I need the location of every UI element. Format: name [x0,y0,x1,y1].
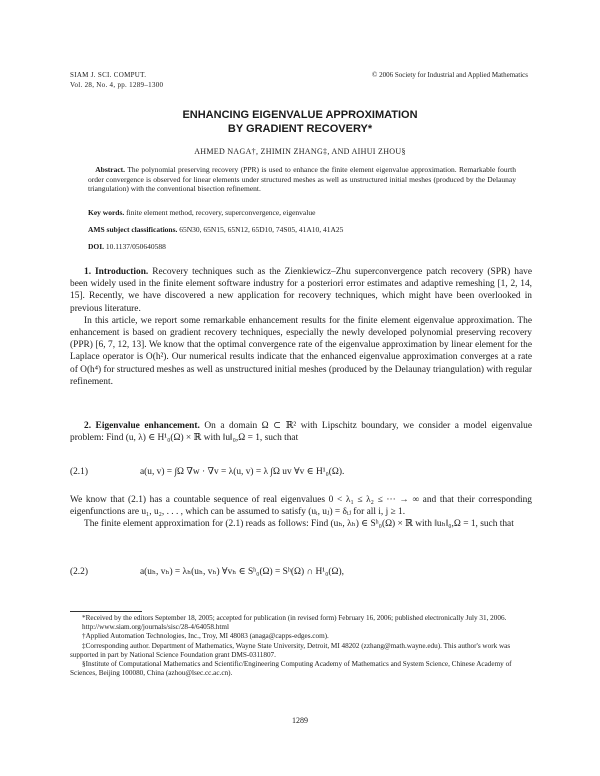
footnote-affiliation-2: ‡Corresponding author. Department of Mathematics, Wayne State University, Detroit, MI 48202 (zzhang@math.wayne.edu). This author's work was supported in part by National Science Foundation grant DMS-0311807. [70,641,511,659]
keywords [88,208,518,218]
section-2-continued [70,494,532,531]
footnote-affiliation-3: §Institute of Computational Mathematics and Scientific/Engineering Computing Academy of Mathematics and System Science, Chinese Academy of Sciences, Beijing 100080, China (azhou@lsec.cc.ac.cn). [70,660,512,678]
equation-2-2-body: a(uₕ, vₕ) = λₕ(uₕ, vₕ) ∀vₕ ∈ Sʰ₀(Ω) = Sʰ(Ω) ∩ H¹₀(Ω), [140,567,344,577]
doi [88,242,518,252]
equation-2-1-body: a(u, v) = ∫Ω ∇w · ∇v = λ(u, v) = λ ∫Ω uv ∀v ∈ H¹₀(Ω). [140,467,345,477]
equation-2-1-number: (2.1) [70,467,88,477]
doi-label: DOI. [88,242,105,251]
sec2-paragraph-2: We know that (2.1) has a countable sequence of real eigenvalues 0 < λ₁ ≤ λ₂ ≤ ··· → ∞ and that their corresponding eigenfunctions are u₁, u₂, . . . , which can be assumed to satisfy (uᵢ, uⱼ) = δᵢⱼ for all i, j ≥ 1. [70,495,532,518]
keywords-label: Key words. [88,208,125,217]
ams-classifications [88,225,518,235]
title-line-1: ENHANCING EIGENVALUE APPROXIMATION [182,109,418,121]
intro-paragraph-1: 1. Introduction. Recovery techniques such as the Zienkiewicz–Zhu superconvergence patch recovery (SPR) have been widely used in the finite element software industry for a posteriori error estimates and adaptive remeshing [1, 2, 14, 15]. Recently, we have discovered a new application for recovery techniques, which might have been overlooked in previous literature. [70,267,532,314]
introduction-section [70,266,532,388]
copyright-notice: © 2006 Society for Industrial and Applied Mathematics [372,71,528,79]
ams-text: 65N30, 65N15, 65N12, 65D10, 74S05, 41A10, 41A25 [179,225,344,234]
abstract-label: Abstract. [95,165,126,174]
page-number: 1289 [292,716,308,725]
journal-header [70,70,163,90]
section-2 [70,420,532,444]
abstract-text: The polynomial preserving recovery (PPR) is used to enhance the finite element eigenvalue approximation. Remarkable fourth order convergence is observed for linear elements under structured meshes as well as unstructured initial meshes (produced by the Delaunay triangulation) with the conventional bisection refinement. [88,165,517,194]
title-line-2: BY GRADIENT RECOVERY* [227,123,373,135]
footnote-rule [70,611,142,612]
sec2-heading: 2. Eigenvalue enhancement. [84,421,200,431]
abstract [88,165,516,194]
footnote-url[interactable]: http://www.siam.org/journals/sisc/28-4/64058.html [82,623,229,632]
footnote-affiliation-1: †Applied Automation Technologies, Inc., Troy, MI 48083 (anaga@capps-edges.com). [82,632,329,641]
sec2-paragraph-1: 2. Eigenvalue enhancement. On a domain Ω ⊂ ℝ² with Lipschitz boundary, we consider a model eigenvalue problem: Find (u, λ) ∈ H¹₀(Ω) × ℝ with ‖u‖₀,Ω = 1, such that [70,421,532,444]
author-list: AHMED NAGA†, ZHIMIN ZHANG‡, AND AIHUI ZHOU§ [194,147,406,156]
footnotes [70,614,532,678]
journal-volume: Vol. 28, No. 4, pp. 1289–1300 [70,81,164,89]
ams-label: AMS subject classifications. [88,225,178,234]
sec2-paragraph-3: The finite element approximation for (2.1) reads as follows: Find (uₕ, λₕ) ∈ Sʰ₀(Ω) × ℝ with ‖uₕ‖₀,Ω = 1, such that [84,519,514,530]
equation-2-2-number: (2.2) [70,567,88,577]
intro-heading: 1. Introduction. [84,267,149,277]
doi-text: 10.1137/050640588 [105,242,166,251]
keywords-text: finite element method, recovery, superconvergence, eigenvalue [126,208,316,217]
intro-paragraph-2: In this article, we report some remarkable enhancement results for the finite element eigenvalue approximation. The enhancement is based on gradient recovery techniques, especially the newly developed polynomial preserving recovery (PPR) [6, 7, 12, 13]. We know that the optimal convergence rate of the eigenvalue approximation by linear element for the Laplace operator is O(h²). Our numerical results indicate that the enhanced eigenvalue approximation converges at a rate of O(h⁴) for structured meshes as well as unstructured initial meshes (produced by the Delaunay triangulation) with regular refinement. [70,315,532,387]
journal-name: SIAM J. SCI. COMPUT. [70,71,147,79]
footnote-received: *Received by the editors September 18, 2005; accepted for publication (in revised form) February 16, 2006; published electronically July 31, 2006. [82,614,507,622]
paper-title [0,108,600,136]
